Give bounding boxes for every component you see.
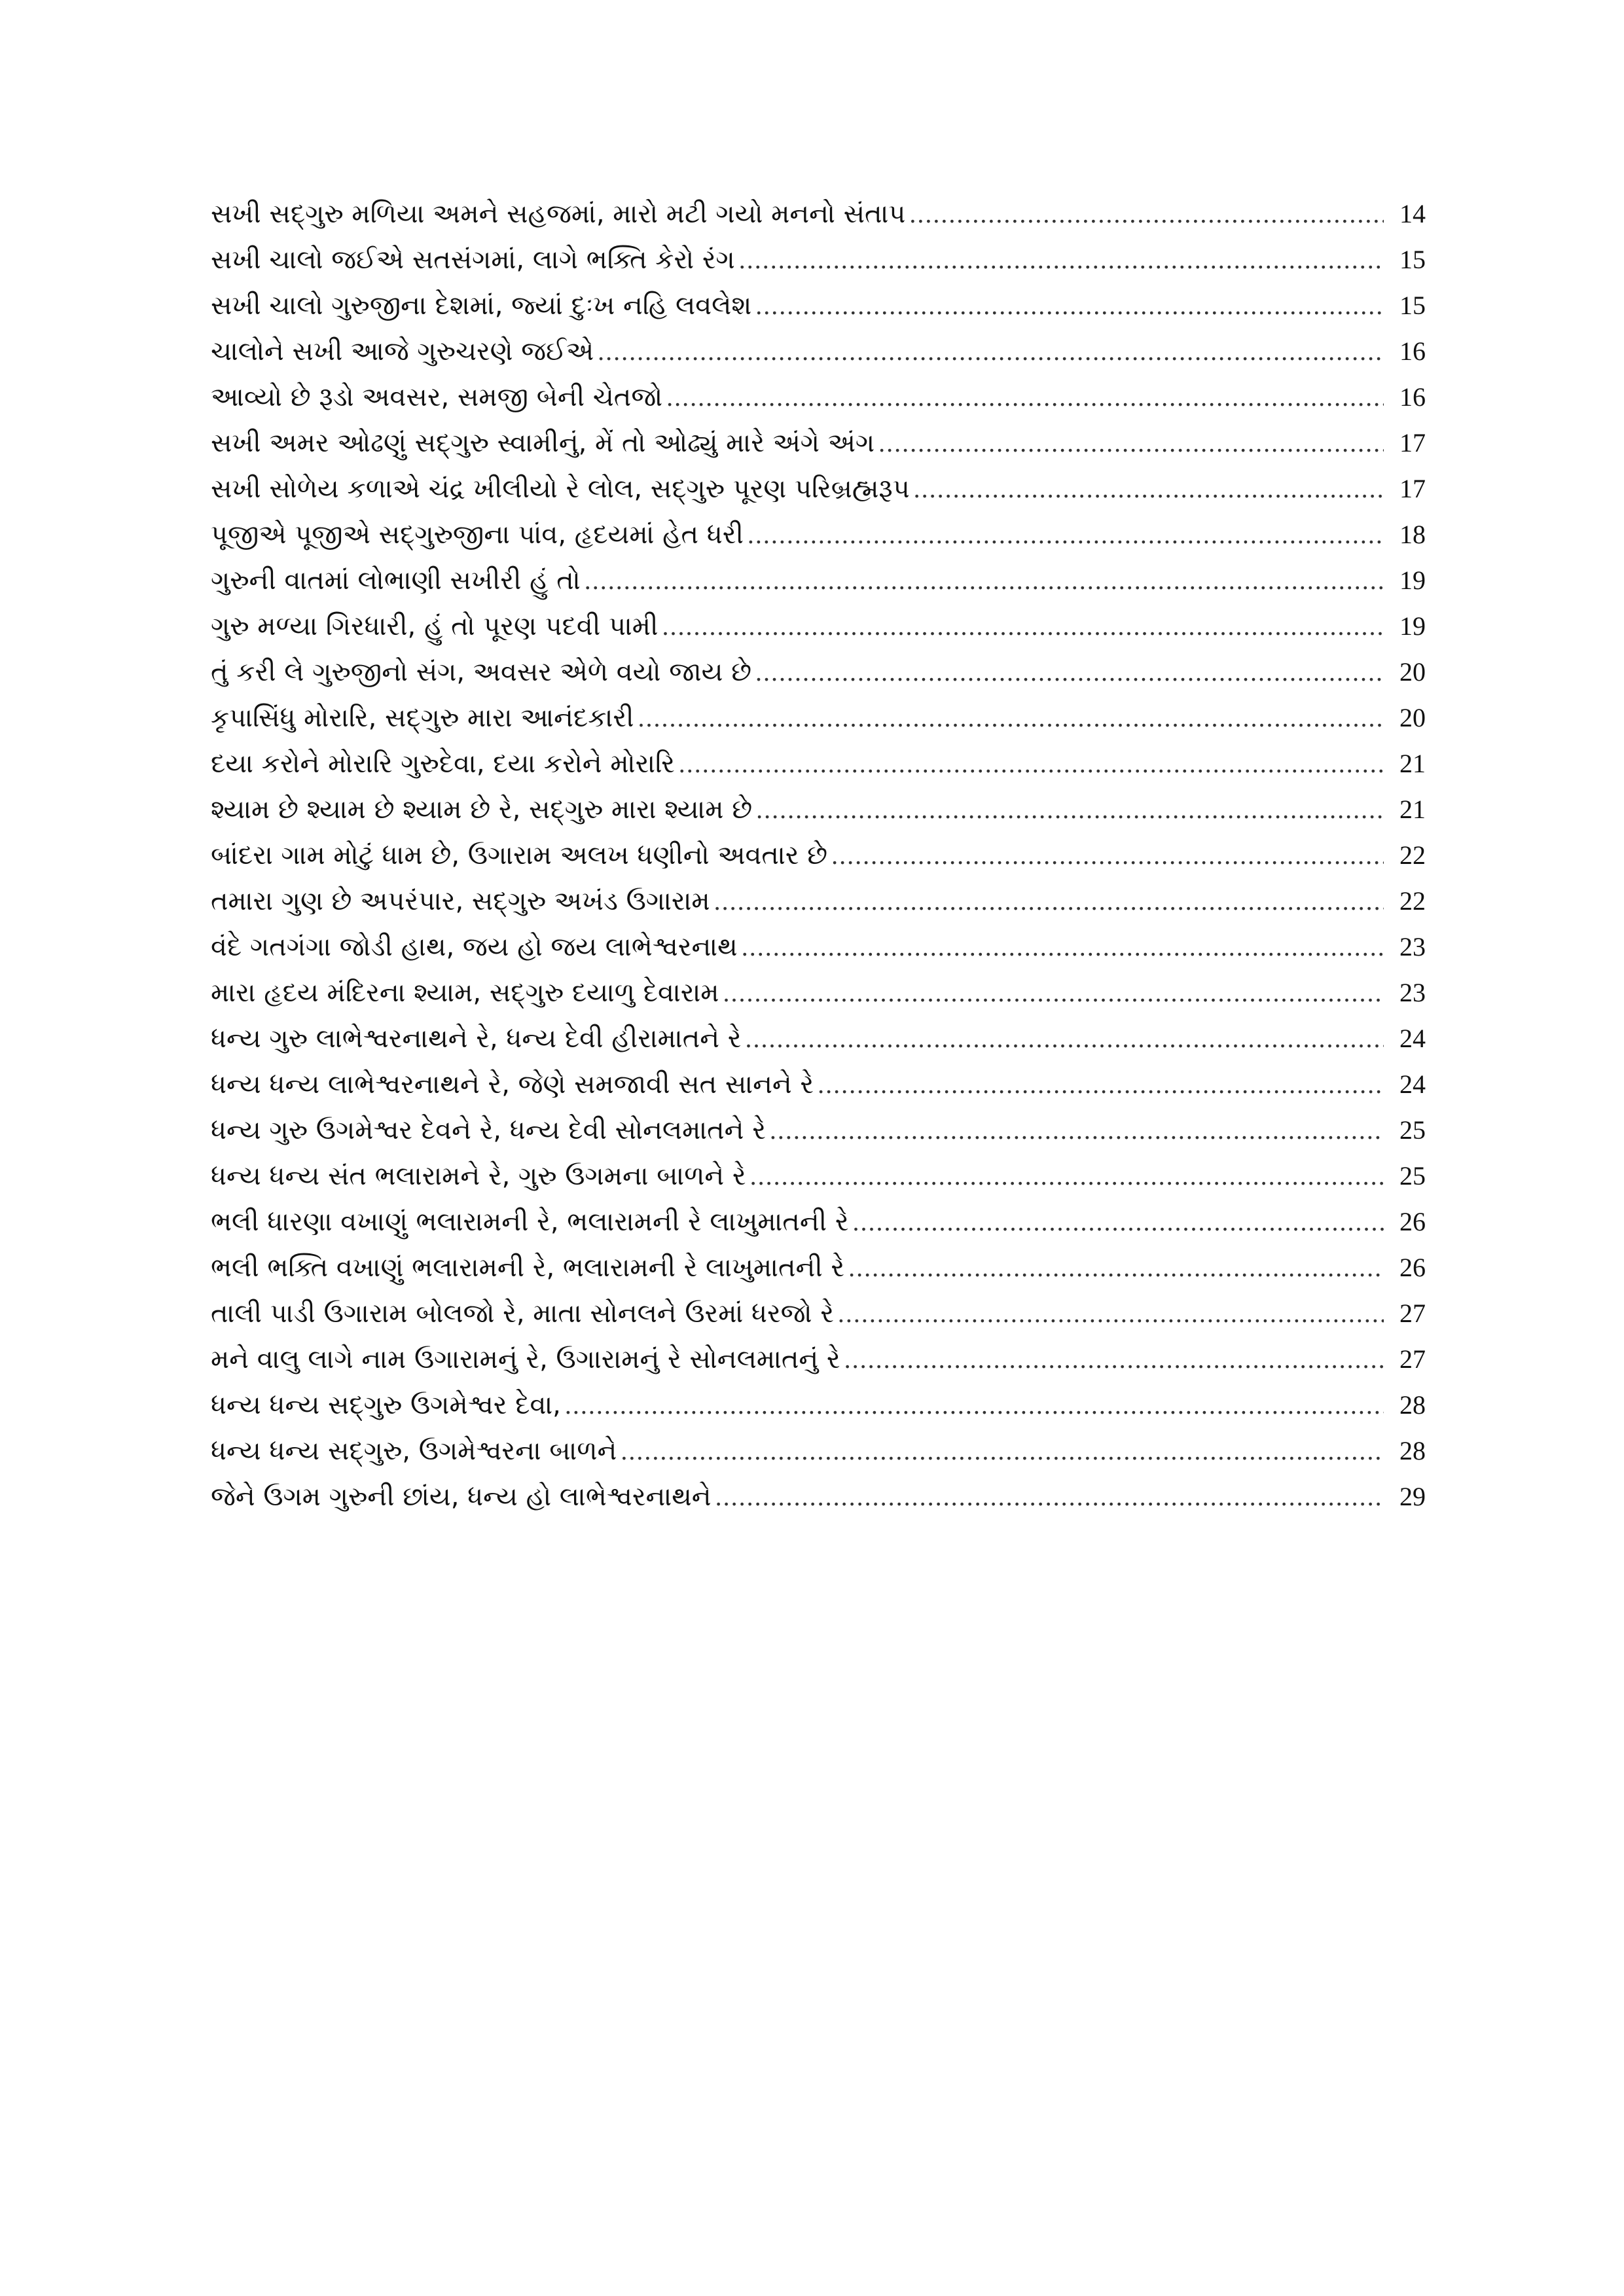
- toc-entry-title: તું કરી લે ગુરુજીનો સંગ, અવસર એળે વયો જાય છે: [211, 657, 752, 687]
- toc-entry-page: 21: [1399, 795, 1426, 824]
- toc-entry-title: ધન્ય ગુરુ ઉગમેશ્વર દેવને રે, ધન્ય દેવી સોનલમાતને રે: [211, 1115, 766, 1145]
- toc-entry[interactable]: [211, 466, 1426, 512]
- toc-entry-title: દયા કરોને મોરારિ ગુરુદેવા, દયા કરોને મોરારિ: [211, 749, 675, 779]
- toc-entry-page: 18: [1399, 520, 1426, 549]
- toc-entry[interactable]: [211, 741, 1426, 787]
- toc-dot-leader: [739, 237, 1384, 283]
- toc-dot-leader: [848, 1245, 1384, 1291]
- toc-entry[interactable]: [211, 1016, 1426, 1062]
- toc-dot-leader: [748, 512, 1384, 558]
- toc-entry[interactable]: [211, 833, 1426, 878]
- toc-entry[interactable]: [211, 1062, 1426, 1107]
- toc-dot-leader: [853, 1199, 1384, 1245]
- toc-entry-title: સખી ચાલો જઈએ સતસંગમાં, લાગે ભક્તિ કેરો રંગ: [211, 245, 735, 275]
- toc-entry-title: સખી ચાલો ગુરુજીના દેશમાં, જ્યાં દુઃખ નહિ લવલેશ: [211, 291, 752, 321]
- toc-entry-title: આવ્યો છે રૂડો અવસર, સમજી બેની ચેતજો: [211, 382, 663, 412]
- toc-entry-page: 26: [1399, 1207, 1426, 1236]
- toc-entry-title: તાલી પાડી ઉગારામ બોલજો રે, માતા સોનલને ઉરમાં ધરજો રે: [211, 1299, 834, 1329]
- toc-entry-page: 16: [1399, 336, 1426, 366]
- toc-dot-leader: [621, 1428, 1384, 1474]
- toc-entry-title: ગુરુ મળ્યા ગિરધારી, હું તો પૂરણ પદવી પામી: [211, 611, 659, 641]
- toc-dot-leader: [838, 1291, 1384, 1336]
- toc-entry-page: 25: [1399, 1161, 1426, 1191]
- toc-entry-page: 17: [1399, 428, 1426, 457]
- toc-entry[interactable]: [211, 237, 1426, 283]
- toc-entry[interactable]: [211, 695, 1426, 741]
- toc-dot-leader: [662, 603, 1384, 649]
- toc-entry[interactable]: [211, 1428, 1426, 1474]
- toc-entry[interactable]: [211, 787, 1426, 833]
- toc-entry-page: 28: [1399, 1436, 1426, 1465]
- toc-entry-page: 26: [1399, 1253, 1426, 1282]
- toc-entry-title: ધન્ય ધન્ય સંત ભલારામને રે, ગુરુ ઉગમના બાળને રે: [211, 1161, 746, 1191]
- toc-entry[interactable]: [211, 1107, 1426, 1153]
- toc-entry-title: કૃપાસિંધુ મોરારિ, સદ્‍ગુરુ મારા આનંદકારી: [211, 703, 634, 733]
- toc-entry[interactable]: [211, 420, 1426, 466]
- toc-entry-page: 20: [1399, 657, 1426, 687]
- toc-dot-leader: [844, 1336, 1384, 1382]
- toc-entry[interactable]: [211, 329, 1426, 374]
- toc-dot-leader: [742, 924, 1384, 970]
- toc-entry[interactable]: [211, 603, 1426, 649]
- toc-entry-page: 17: [1399, 474, 1426, 503]
- toc-entry-page: 25: [1399, 1115, 1426, 1145]
- toc-entry[interactable]: [211, 1474, 1426, 1520]
- toc-dot-leader: [756, 787, 1384, 833]
- toc-entry-title: બાંદરા ગામ મોટું ધામ છે, ઉગારામ અલખ ધણીનો અવતાર છે: [211, 840, 828, 870]
- toc-entry-page: 20: [1399, 703, 1426, 732]
- toc-entry[interactable]: [211, 191, 1426, 237]
- toc-dot-leader: [878, 420, 1384, 466]
- toc-entry-title: મને વાલુ લાગે નામ ઉગારામનું રે, ઉગારામનું રે સોનલમાતનું રે: [211, 1344, 840, 1374]
- toc-dot-leader: [750, 1153, 1384, 1199]
- toc-entry-page: 27: [1399, 1344, 1426, 1374]
- toc-entry[interactable]: [211, 924, 1426, 970]
- toc-dot-leader: [638, 695, 1384, 741]
- toc-entry-title: વંદે ગતગંગા જોડી હાથ, જય હો જય લાભેશ્વરનાથ: [211, 932, 738, 962]
- toc-dot-leader: [723, 970, 1384, 1016]
- table-of-contents: [211, 191, 1426, 1520]
- toc-entry-page: 19: [1399, 565, 1426, 595]
- toc-entry-title: જેને ઉગમ ગુરુની છાંય, ધન્ય હો લાભેશ્વરનાથને: [211, 1482, 712, 1512]
- toc-entry-page: 23: [1399, 978, 1426, 1007]
- toc-entry-page: 16: [1399, 382, 1426, 412]
- toc-dot-leader: [770, 1107, 1384, 1153]
- toc-entry-page: 23: [1399, 932, 1426, 961]
- toc-dot-leader: [818, 1062, 1384, 1107]
- toc-entry-title: ચાલોને સખી આજે ગુરુચરણે જઈએ: [211, 336, 594, 367]
- toc-entry-title: ગુરુની વાતમાં લોભાણી સખીરી હું તો: [211, 565, 581, 596]
- toc-entry-title: સખી સોળેય કળાએ ચંદ્ર ખીલીયો રે લોલ, સદ્‍ગુરુ પૂરણ પરિબ્રહ્મરૂપ: [211, 474, 910, 504]
- toc-entry-page: 28: [1399, 1390, 1426, 1420]
- toc-entry-page: 27: [1399, 1299, 1426, 1328]
- toc-entry-title: ધન્ય ધન્ય સદ્‍ગુરુ ઉગમેશ્વર દેવા,: [211, 1390, 561, 1420]
- toc-entry-title: ધન્ય ધન્ય સદ્‍ગુરુ, ઉગમેશ્વરના બાળને: [211, 1436, 617, 1466]
- toc-entry[interactable]: [211, 1382, 1426, 1428]
- toc-entry[interactable]: [211, 283, 1426, 329]
- toc-dot-leader: [715, 1474, 1384, 1520]
- toc-entry[interactable]: [211, 1336, 1426, 1382]
- toc-dot-leader: [714, 878, 1384, 924]
- toc-dot-leader: [755, 283, 1384, 329]
- toc-dot-leader: [831, 833, 1384, 878]
- toc-dot-leader: [585, 558, 1384, 603]
- toc-entry-page: 21: [1399, 749, 1426, 778]
- toc-entry-title: પૂજીએ પૂજીએ સદ્‍ગુરુજીના પાંવ, હૃદયમાં હેત ધરી: [211, 520, 744, 550]
- toc-entry[interactable]: [211, 558, 1426, 603]
- toc-entry[interactable]: [211, 512, 1426, 558]
- toc-entry-page: 19: [1399, 611, 1426, 641]
- toc-entry[interactable]: [211, 878, 1426, 924]
- toc-dot-leader: [666, 374, 1384, 420]
- toc-entry-title: ધન્ય ગુરુ લાભેશ્વરનાથને રે, ધન્ય દેવી હીરામાતને રે: [211, 1024, 742, 1054]
- toc-dot-leader: [598, 329, 1384, 374]
- toc-entry[interactable]: [211, 1245, 1426, 1291]
- toc-entry-page: 15: [1399, 291, 1426, 320]
- toc-entry[interactable]: [211, 374, 1426, 420]
- toc-entry-title: ભલી ભક્તિ વખાણું ભલારામની રે, ભલારામની રે લાખુમાતની રે: [211, 1253, 845, 1283]
- toc-entry-page: 15: [1399, 245, 1426, 274]
- toc-entry-title: મારા હૃદય મંદિરના શ્યામ, સદ્‍ગુરુ દયાળુ દેવારામ: [211, 978, 719, 1008]
- toc-entry-page: 24: [1399, 1069, 1426, 1099]
- toc-entry-title: સખી અમર ઓઢણું સદ્‍ગુરુ સ્વામીનું, મેં તો ઓઢ્યું મારે અંગે અંગ: [211, 428, 875, 458]
- toc-entry[interactable]: [211, 1291, 1426, 1336]
- toc-entry[interactable]: [211, 649, 1426, 695]
- toc-entry-title: ભલી ધારણા વખાણું ભલારામની રે, ભલારામની રે લાખુમાતની રે: [211, 1207, 849, 1237]
- toc-dot-leader: [565, 1382, 1384, 1428]
- toc-entry-title: તમારા ગુણ છે અપરંપાર, સદ્‍ગુરુ અખંડ ઉગારામ: [211, 886, 710, 916]
- toc-entry-title: શ્યામ છે શ્યામ છે શ્યામ છે રે, સદ્‍ગુરુ મારા શ્યામ છે: [211, 795, 753, 825]
- toc-entry[interactable]: [211, 1153, 1426, 1199]
- toc-dot-leader: [914, 466, 1384, 512]
- toc-dot-leader: [909, 191, 1384, 237]
- toc-entry-page: 22: [1399, 886, 1426, 916]
- toc-entry[interactable]: [211, 970, 1426, 1016]
- toc-entry[interactable]: [211, 1199, 1426, 1245]
- toc-dot-leader: [755, 649, 1384, 695]
- toc-entry-page: 29: [1399, 1482, 1426, 1511]
- toc-entry-page: 22: [1399, 840, 1426, 870]
- toc-dot-leader: [745, 1016, 1384, 1062]
- toc-entry-title: ધન્ય ધન્ય લાભેશ્વરનાથને રે, જેણે સમજાવી સત સાનને રે: [211, 1069, 814, 1100]
- toc-entry-page: 24: [1399, 1024, 1426, 1053]
- toc-entry-page: 14: [1399, 199, 1426, 228]
- toc-entry-title: સખી સદ્‍ગુરુ મળિયા અમને સહજમાં, મારો મટી ગયો મનનો સંતાપ: [211, 199, 906, 229]
- toc-dot-leader: [679, 741, 1384, 787]
